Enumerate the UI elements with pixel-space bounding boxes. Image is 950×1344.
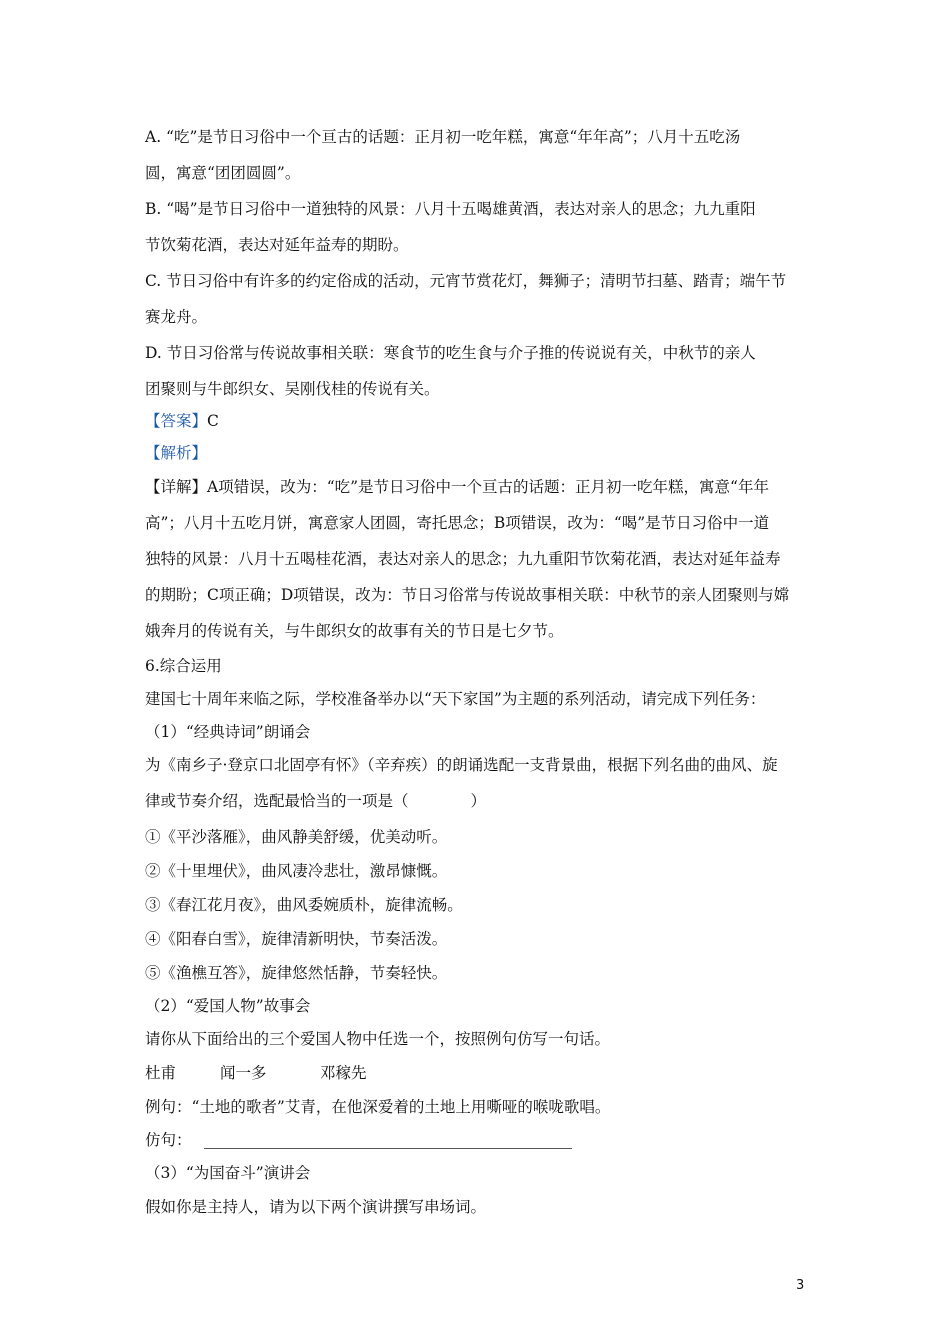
part3-stem: 假如你是主持人，请为以下两个演讲撰写串场词。 xyxy=(145,1198,487,1216)
option-a-line-1: A. “吃”是节日习俗中一个亘古的话题：正月初一吃年糕，寓意“年年高”；八月十五吃汤 xyxy=(145,128,741,146)
example-sentence: 例句：“土地的歌者”艾青，在他深爱着的土地上用嘶哑的喉咙歌唱。 xyxy=(145,1098,611,1116)
answer-value: C xyxy=(207,412,219,430)
page-number: 3 xyxy=(796,1278,805,1293)
music-item-4: ④《阳春白雪》，旋律清新明快，节奏活泼。 xyxy=(145,930,448,948)
option-b-line-1: B. “喝”是节日习俗中一道独特的风景：八月十五喝雄黄酒，表达对亲人的思念；九九重阳 xyxy=(145,200,756,218)
part2-stem: 请你从下面给出的三个爱国人物中任选一个，按照例句仿写一句话。 xyxy=(145,1030,611,1048)
music-item-3: ③《春江花月夜》，曲风委婉质朴，旋律流畅。 xyxy=(145,896,463,914)
option-d-line-2: 团聚则与牛郎织女、吴刚伐桂的传说有关。 xyxy=(145,380,440,398)
option-c-line-1: C. 节日习俗中有许多的约定俗成的活动，元宵节赏花灯，舞狮子；清明节扫墓、踏青；端午节 xyxy=(145,272,787,290)
imitate-line xyxy=(145,1129,572,1151)
answer-label: 【答案】 xyxy=(145,412,208,430)
name-wen-yiduo: 闻一多 xyxy=(220,1064,267,1082)
detail-line-1 xyxy=(145,476,769,498)
option-a-line-2: 圆，寓意“团团圆圆”。 xyxy=(145,164,301,182)
music-item-1: ①《平沙落雁》，曲风静美舒缓，优美动听。 xyxy=(145,828,448,846)
detail-line-3: 独特的风景：八月十五喝桂花酒，表达对亲人的思念；九九重阳节饮菊花酒，表达对延年益寿 xyxy=(145,550,781,568)
music-item-2: ②《十里埋伏》，曲风凄冷悲壮，激昂慷慨。 xyxy=(145,862,448,880)
name-deng-jiaxian: 邓稼先 xyxy=(320,1064,367,1082)
detail-label: 【详解】 xyxy=(145,478,208,496)
q6-intro: 建国七十周年来临之际，学校准备举办以“天下家国”为主题的系列活动，请完成下列任务： xyxy=(145,690,766,708)
analysis-label: 【解析】 xyxy=(145,444,208,462)
detail-line-4: 的期盼；C项正确；D项错误，改为：节日习俗常与传说故事相关联：中秋节的亲人团聚则与嫦 xyxy=(145,586,790,604)
imitate-answer-blank[interactable] xyxy=(204,1134,572,1149)
name-du-fu: 杜甫 xyxy=(145,1064,177,1082)
detail-line-2: 高”；八月十五吃月饼，寓意家人团圆，寄托思念；B项错误，改为：“喝”是节日习俗中一道 xyxy=(145,514,770,532)
part1-stem-line-2: 律或节奏介绍，选配最恰当的一项是（ ） xyxy=(145,792,487,810)
detail-text-1: A项错误，改为：“吃”是节日习俗中一个亘古的话题：正月初一吃年糕，寓意“年年 xyxy=(207,478,769,496)
music-item-5: ⑤《渔樵互答》，旋律悠然恬静，节奏轻快。 xyxy=(145,964,448,982)
detail-line-5: 娥奔月的传说有关，与牛郎织女的故事有关的节日是七夕节。 xyxy=(145,622,564,640)
q6-title: 6.综合运用 xyxy=(145,657,222,675)
patriot-names xyxy=(145,1062,367,1084)
part1-stem-line-1: 为《南乡子·登京口北固亭有怀》（辛弃疾）的朗诵选配一支背景曲，根据下列名曲的曲风、旋 xyxy=(145,756,778,774)
part1-title: （1）“经典诗词”朗诵会 xyxy=(145,723,311,741)
option-d-line-1: D. 节日习俗常与传说故事相关联：寒食节的吃生食与介子推的传说说有关，中秋节的亲人 xyxy=(145,344,756,362)
answer-line xyxy=(145,410,219,432)
option-b-line-2: 节饮菊花酒，表达对延年益寿的期盼。 xyxy=(145,236,409,254)
part2-title: （2）“爱国人物”故事会 xyxy=(145,997,311,1015)
part3-title: （3）“为国奋斗”演讲会 xyxy=(145,1164,311,1182)
analysis-line xyxy=(145,442,207,464)
option-c-line-2: 赛龙舟。 xyxy=(145,308,208,326)
imitate-label: 仿句： xyxy=(145,1131,192,1149)
